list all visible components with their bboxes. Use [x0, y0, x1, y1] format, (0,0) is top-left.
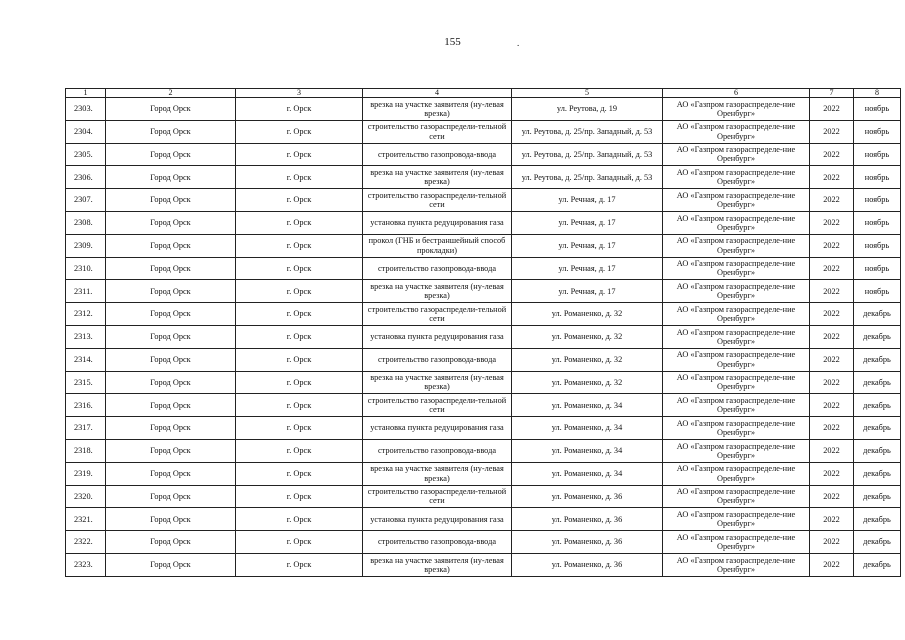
organization-cell: АО «Газпром газораспределе-ние Оренбург»	[663, 325, 810, 348]
settlement-cell: г. Орск	[236, 348, 363, 371]
column-header: 6	[663, 89, 810, 98]
settlement-cell: г. Орск	[236, 553, 363, 576]
address-cell: ул. Реутова, д. 25/пр. Западный, д. 53	[512, 166, 663, 189]
year-cell: 2022	[810, 211, 854, 234]
table-row	[66, 462, 901, 485]
address-cell: ул. Речная, д. 17	[512, 189, 663, 212]
header-row	[66, 89, 901, 98]
row-number-cell: 2311.	[66, 280, 106, 303]
work-type-cell: строительство газопровода-ввода	[363, 439, 512, 462]
work-type-cell: врезка на участке заявителя (ну-левая врезка)	[363, 98, 512, 121]
address-cell: ул. Реутова, д. 25/пр. Западный, д. 53	[512, 143, 663, 166]
settlement-cell: г. Орск	[236, 439, 363, 462]
work-type-cell: строительство газораспредели-тельной сети	[363, 303, 512, 326]
work-type-cell: строительство газораспредели-тельной сети	[363, 485, 512, 508]
month-cell: декабрь	[854, 417, 901, 440]
row-number-cell: 2315.	[66, 371, 106, 394]
settlement-cell: г. Орск	[236, 234, 363, 257]
month-cell: декабрь	[854, 553, 901, 576]
municipality-cell: Город Орск	[106, 553, 236, 576]
month-cell: декабрь	[854, 348, 901, 371]
table-row	[66, 257, 901, 280]
municipality-cell: Город Орск	[106, 417, 236, 440]
work-type-cell: врезка на участке заявителя (ну-левая врезка)	[363, 553, 512, 576]
month-cell: ноябрь	[854, 143, 901, 166]
settlement-cell: г. Орск	[236, 189, 363, 212]
row-number-cell: 2312.	[66, 303, 106, 326]
municipality-cell: Город Орск	[106, 257, 236, 280]
row-number-cell: 2306.	[66, 166, 106, 189]
address-cell: ул. Романенко, д. 36	[512, 553, 663, 576]
work-type-cell: установка пункта редуцирования газа	[363, 325, 512, 348]
settlement-cell: г. Орск	[236, 211, 363, 234]
address-cell: ул. Романенко, д. 32	[512, 325, 663, 348]
table-row	[66, 371, 901, 394]
month-cell: ноябрь	[854, 189, 901, 212]
row-number-cell: 2320.	[66, 485, 106, 508]
settlement-cell: г. Орск	[236, 143, 363, 166]
organization-cell: АО «Газпром газораспределе-ние Оренбург»	[663, 531, 810, 554]
year-cell: 2022	[810, 189, 854, 212]
page-mark: .	[517, 38, 520, 48]
work-type-cell: врезка на участке заявителя (ну-левая врезка)	[363, 280, 512, 303]
settlement-cell: г. Орск	[236, 508, 363, 531]
table-row	[66, 439, 901, 462]
month-cell: декабрь	[854, 462, 901, 485]
work-type-cell: строительство газораспредели-тельной сети	[363, 394, 512, 417]
month-cell: декабрь	[854, 439, 901, 462]
work-type-cell: строительство газопровода-ввода	[363, 531, 512, 554]
table-body	[66, 98, 901, 577]
year-cell: 2022	[810, 257, 854, 280]
table-row	[66, 280, 901, 303]
row-number-cell: 2318.	[66, 439, 106, 462]
year-cell: 2022	[810, 98, 854, 121]
address-cell: ул. Речная, д. 17	[512, 257, 663, 280]
settlement-cell: г. Орск	[236, 371, 363, 394]
year-cell: 2022	[810, 553, 854, 576]
year-cell: 2022	[810, 508, 854, 531]
municipality-cell: Город Орск	[106, 211, 236, 234]
address-cell: ул. Реутова, д. 19	[512, 98, 663, 121]
organization-cell: АО «Газпром газораспределе-ние Оренбург»	[663, 508, 810, 531]
settlement-cell: г. Орск	[236, 325, 363, 348]
settlement-cell: г. Орск	[236, 303, 363, 326]
address-cell: ул. Реутова, д. 25/пр. Западный, д. 53	[512, 120, 663, 143]
row-number-cell: 2303.	[66, 98, 106, 121]
settlement-cell: г. Орск	[236, 462, 363, 485]
row-number-cell: 2319.	[66, 462, 106, 485]
row-number-cell: 2304.	[66, 120, 106, 143]
municipality-cell: Город Орск	[106, 325, 236, 348]
table-row	[66, 531, 901, 554]
row-number-cell: 2316.	[66, 394, 106, 417]
work-type-cell: строительство газопровода-ввода	[363, 348, 512, 371]
work-type-cell: установка пункта редуцирования газа	[363, 417, 512, 440]
municipality-cell: Город Орск	[106, 485, 236, 508]
year-cell: 2022	[810, 325, 854, 348]
year-cell: 2022	[810, 531, 854, 554]
address-cell: ул. Романенко, д. 36	[512, 485, 663, 508]
row-number-cell: 2310.	[66, 257, 106, 280]
year-cell: 2022	[810, 280, 854, 303]
year-cell: 2022	[810, 348, 854, 371]
row-number-cell: 2323.	[66, 553, 106, 576]
municipality-cell: Город Орск	[106, 508, 236, 531]
municipality-cell: Город Орск	[106, 439, 236, 462]
column-header: 5	[512, 89, 663, 98]
row-number-cell: 2309.	[66, 234, 106, 257]
work-type-cell: врезка на участке заявителя (ну-левая врезка)	[363, 166, 512, 189]
address-cell: ул. Романенко, д. 36	[512, 531, 663, 554]
month-cell: ноябрь	[854, 120, 901, 143]
year-cell: 2022	[810, 234, 854, 257]
municipality-cell: Город Орск	[106, 98, 236, 121]
municipality-cell: Город Орск	[106, 531, 236, 554]
table-row	[66, 98, 901, 121]
work-type-cell: строительство газопровода-ввода	[363, 257, 512, 280]
organization-cell: АО «Газпром газораспределе-ние Оренбург»	[663, 211, 810, 234]
municipality-cell: Город Орск	[106, 189, 236, 212]
row-number-cell: 2305.	[66, 143, 106, 166]
table-row	[66, 485, 901, 508]
settlement-cell: г. Орск	[236, 417, 363, 440]
row-number-cell: 2307.	[66, 189, 106, 212]
column-header: 3	[236, 89, 363, 98]
work-type-cell: установка пункта редуцирования газа	[363, 508, 512, 531]
table-row	[66, 166, 901, 189]
organization-cell: АО «Газпром газораспределе-ние Оренбург»	[663, 348, 810, 371]
municipality-cell: Город Орск	[106, 371, 236, 394]
settlement-cell: г. Орск	[236, 280, 363, 303]
table-row	[66, 211, 901, 234]
organization-cell: АО «Газпром газораспределе-ние Оренбург»	[663, 439, 810, 462]
address-cell: ул. Речная, д. 17	[512, 280, 663, 303]
column-header: 4	[363, 89, 512, 98]
municipality-cell: Город Орск	[106, 348, 236, 371]
municipality-cell: Город Орск	[106, 166, 236, 189]
organization-cell: АО «Газпром газораспределе-ние Оренбург»	[663, 394, 810, 417]
organization-cell: АО «Газпром газораспределе-ние Оренбург»	[663, 120, 810, 143]
row-number-cell: 2313.	[66, 325, 106, 348]
year-cell: 2022	[810, 485, 854, 508]
settlement-cell: г. Орск	[236, 485, 363, 508]
page-number: 155	[444, 36, 461, 48]
table-row	[66, 234, 901, 257]
municipality-cell: Город Орск	[106, 462, 236, 485]
work-type-cell: строительство газопровода-ввода	[363, 143, 512, 166]
address-cell: ул. Романенко, д. 32	[512, 303, 663, 326]
municipality-cell: Город Орск	[106, 280, 236, 303]
organization-cell: АО «Газпром газораспределе-ние Оренбург»	[663, 303, 810, 326]
year-cell: 2022	[810, 439, 854, 462]
month-cell: ноябрь	[854, 257, 901, 280]
year-cell: 2022	[810, 166, 854, 189]
row-number-cell: 2317.	[66, 417, 106, 440]
municipality-cell: Город Орск	[106, 303, 236, 326]
work-type-cell: установка пункта редуцирования газа	[363, 211, 512, 234]
settlement-cell: г. Орск	[236, 257, 363, 280]
month-cell: ноябрь	[854, 166, 901, 189]
month-cell: ноябрь	[854, 98, 901, 121]
organization-cell: АО «Газпром газораспределе-ние Оренбург»	[663, 371, 810, 394]
organization-cell: АО «Газпром газораспределе-ние Оренбург»	[663, 485, 810, 508]
year-cell: 2022	[810, 303, 854, 326]
address-cell: ул. Романенко, д. 32	[512, 371, 663, 394]
settlement-cell: г. Орск	[236, 98, 363, 121]
row-number-cell: 2308.	[66, 211, 106, 234]
table-row	[66, 348, 901, 371]
month-cell: ноябрь	[854, 280, 901, 303]
month-cell: декабрь	[854, 371, 901, 394]
work-type-cell: врезка на участке заявителя (ну-левая врезка)	[363, 371, 512, 394]
column-header: 1	[66, 89, 106, 98]
settlement-cell: г. Орск	[236, 166, 363, 189]
row-number-cell: 2321.	[66, 508, 106, 531]
municipality-cell: Город Орск	[106, 394, 236, 417]
work-type-cell: врезка на участке заявителя (ну-левая врезка)	[363, 462, 512, 485]
month-cell: ноябрь	[854, 234, 901, 257]
organization-cell: АО «Газпром газораспределе-ние Оренбург»	[663, 462, 810, 485]
table-row	[66, 394, 901, 417]
month-cell: ноябрь	[854, 211, 901, 234]
organization-cell: АО «Газпром газораспределе-ние Оренбург»	[663, 257, 810, 280]
table-row	[66, 508, 901, 531]
organization-cell: АО «Газпром газораспределе-ние Оренбург»	[663, 98, 810, 121]
work-type-cell: строительство газораспредели-тельной сети	[363, 120, 512, 143]
month-cell: декабрь	[854, 485, 901, 508]
municipality-cell: Город Орск	[106, 120, 236, 143]
organization-cell: АО «Газпром газораспределе-ние Оренбург»	[663, 553, 810, 576]
work-type-cell: строительство газораспредели-тельной сети	[363, 189, 512, 212]
year-cell: 2022	[810, 394, 854, 417]
table-row	[66, 303, 901, 326]
column-header: 7	[810, 89, 854, 98]
organization-cell: АО «Газпром газораспределе-ние Оренбург»	[663, 280, 810, 303]
column-header: 2	[106, 89, 236, 98]
month-cell: декабрь	[854, 394, 901, 417]
year-cell: 2022	[810, 371, 854, 394]
address-cell: ул. Романенко, д. 34	[512, 394, 663, 417]
settlement-cell: г. Орск	[236, 531, 363, 554]
municipality-cell: Город Орск	[106, 143, 236, 166]
organization-cell: АО «Газпром газораспределе-ние Оренбург»	[663, 166, 810, 189]
address-cell: ул. Романенко, д. 32	[512, 348, 663, 371]
address-cell: ул. Речная, д. 17	[512, 211, 663, 234]
month-cell: декабрь	[854, 303, 901, 326]
month-cell: декабрь	[854, 325, 901, 348]
address-cell: ул. Речная, д. 17	[512, 234, 663, 257]
settlement-cell: г. Орск	[236, 120, 363, 143]
row-number-cell: 2322.	[66, 531, 106, 554]
address-cell: ул. Романенко, д. 34	[512, 439, 663, 462]
address-cell: ул. Романенко, д. 34	[512, 417, 663, 440]
gas-works-table	[65, 88, 901, 577]
table-row	[66, 553, 901, 576]
year-cell: 2022	[810, 143, 854, 166]
year-cell: 2022	[810, 120, 854, 143]
month-cell: декабрь	[854, 508, 901, 531]
year-cell: 2022	[810, 462, 854, 485]
row-number-cell: 2314.	[66, 348, 106, 371]
work-type-cell: прокол (ГНБ и бестраншейный способ прокладки)	[363, 234, 512, 257]
organization-cell: АО «Газпром газораспределе-ние Оренбург»	[663, 417, 810, 440]
year-cell: 2022	[810, 417, 854, 440]
organization-cell: АО «Газпром газораспределе-ние Оренбург»	[663, 234, 810, 257]
organization-cell: АО «Газпром газораспределе-ние Оренбург»	[663, 143, 810, 166]
table-row	[66, 325, 901, 348]
table-row	[66, 417, 901, 440]
address-cell: ул. Романенко, д. 34	[512, 462, 663, 485]
month-cell: декабрь	[854, 531, 901, 554]
address-cell: ул. Романенко, д. 36	[512, 508, 663, 531]
organization-cell: АО «Газпром газораспределе-ние Оренбург»	[663, 189, 810, 212]
table-row	[66, 143, 901, 166]
table-row	[66, 189, 901, 212]
municipality-cell: Город Орск	[106, 234, 236, 257]
settlement-cell: г. Орск	[236, 394, 363, 417]
column-header: 8	[854, 89, 901, 98]
table-row	[66, 120, 901, 143]
